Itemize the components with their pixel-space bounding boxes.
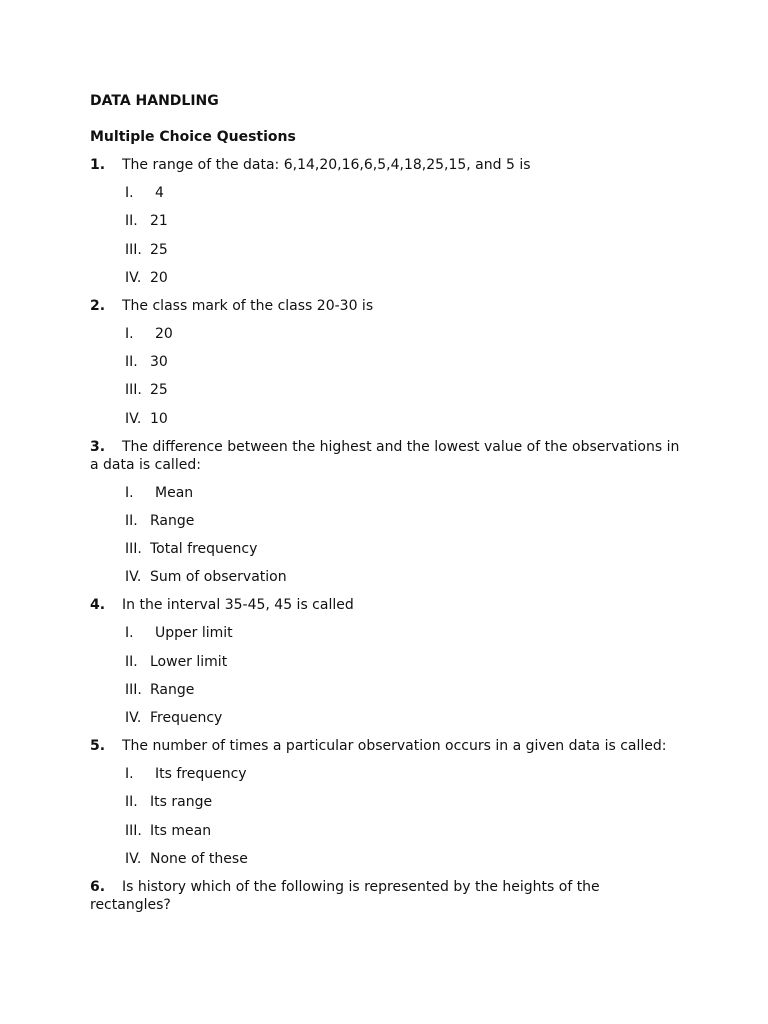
question-stem xyxy=(90,596,680,614)
option-text: Range xyxy=(150,681,195,698)
option-text: Frequency xyxy=(150,710,223,726)
question-2 xyxy=(90,297,680,428)
question-stem xyxy=(90,438,680,474)
option-number: IV. xyxy=(125,569,142,586)
option-number: IV. xyxy=(125,410,142,427)
question-text: The number of times a particular observation occurs in a given data is called: xyxy=(122,738,667,754)
question-6 xyxy=(90,878,680,914)
option-text: Range xyxy=(150,512,195,529)
option-number: I. xyxy=(125,766,134,783)
option-text: Mean xyxy=(155,484,194,501)
option-text: Total frequency xyxy=(150,541,258,558)
option-number: IV. xyxy=(125,710,142,726)
option-text: 25 xyxy=(150,382,168,399)
option-item xyxy=(90,353,680,371)
question-number: 4. xyxy=(90,597,106,614)
question-stem xyxy=(90,297,680,315)
question-text: The difference between the highest and the lowest value of the observations in a data is called: xyxy=(90,438,680,473)
option-item xyxy=(90,325,680,343)
question-4 xyxy=(90,596,680,727)
option-item xyxy=(90,512,680,530)
document-page xyxy=(90,92,680,914)
question-number: 2. xyxy=(90,297,106,314)
option-item xyxy=(90,540,680,558)
option-item xyxy=(90,681,680,699)
option-text: Its frequency xyxy=(155,766,247,783)
option-number: I. xyxy=(125,325,134,342)
option-number: II. xyxy=(125,794,138,811)
option-number: II. xyxy=(125,213,138,230)
option-text: 10 xyxy=(150,410,168,427)
option-item xyxy=(90,765,680,783)
option-number: III. xyxy=(125,541,142,558)
option-item xyxy=(90,212,680,230)
option-item xyxy=(90,484,680,502)
option-text: 21 xyxy=(150,213,168,230)
option-number: II. xyxy=(125,512,138,529)
option-text: 4 xyxy=(155,185,164,202)
option-text: None of these xyxy=(150,850,248,867)
question-text: The class mark of the class 20-30 is xyxy=(122,297,374,314)
option-text: 20 xyxy=(155,325,173,342)
option-item xyxy=(90,269,680,287)
option-list xyxy=(90,624,680,727)
option-item xyxy=(90,653,680,671)
section-title: Multiple Choice Questions xyxy=(90,129,296,145)
question-number: 6. xyxy=(90,878,106,895)
option-text: Upper limit xyxy=(155,625,233,642)
option-number: II. xyxy=(125,653,138,670)
option-list xyxy=(90,325,680,428)
question-number: 5. xyxy=(90,738,106,754)
option-item xyxy=(90,184,680,202)
option-item xyxy=(90,709,680,727)
question-stem xyxy=(90,878,680,914)
option-text: Lower limit xyxy=(150,653,228,670)
option-text: Its mean xyxy=(150,822,212,839)
option-number: III. xyxy=(125,241,142,258)
question-text: Is history which of the following is represented by the heights of the rectangles? xyxy=(90,878,600,913)
option-list xyxy=(90,184,680,287)
question-text: The range of the data: 6,14,20,16,6,5,4,18,25,15, and 5 is xyxy=(122,157,531,173)
question-stem xyxy=(90,156,680,174)
option-item xyxy=(90,410,680,428)
option-number: III. xyxy=(125,382,142,399)
option-item xyxy=(90,241,680,259)
option-number: IV. xyxy=(125,269,142,286)
option-list xyxy=(90,765,680,868)
option-text: 30 xyxy=(150,354,168,371)
option-item xyxy=(90,624,680,642)
question-number: 1. xyxy=(90,157,106,173)
document-title: DATA HANDLING xyxy=(90,93,219,109)
option-number: IV. xyxy=(125,850,142,867)
option-item xyxy=(90,568,680,586)
option-text: 20 xyxy=(150,269,168,286)
option-number: I. xyxy=(125,625,134,642)
option-item xyxy=(90,793,680,811)
option-number: I. xyxy=(125,185,134,202)
option-text: Its range xyxy=(150,794,213,811)
option-number: II. xyxy=(125,354,138,371)
question-number: 3. xyxy=(90,438,106,455)
option-text: 25 xyxy=(150,241,168,258)
question-3 xyxy=(90,438,680,587)
question-1 xyxy=(90,156,680,287)
option-list xyxy=(90,484,680,587)
option-item xyxy=(90,822,680,840)
question-5 xyxy=(90,737,680,868)
option-item xyxy=(90,381,680,399)
option-number: I. xyxy=(125,484,134,501)
option-text: Sum of observation xyxy=(150,569,287,586)
option-number: III. xyxy=(125,822,142,839)
question-text: In the interval 35-45, 45 is called xyxy=(122,597,354,614)
question-stem xyxy=(90,737,680,755)
option-number: III. xyxy=(125,681,142,698)
option-item xyxy=(90,850,680,868)
